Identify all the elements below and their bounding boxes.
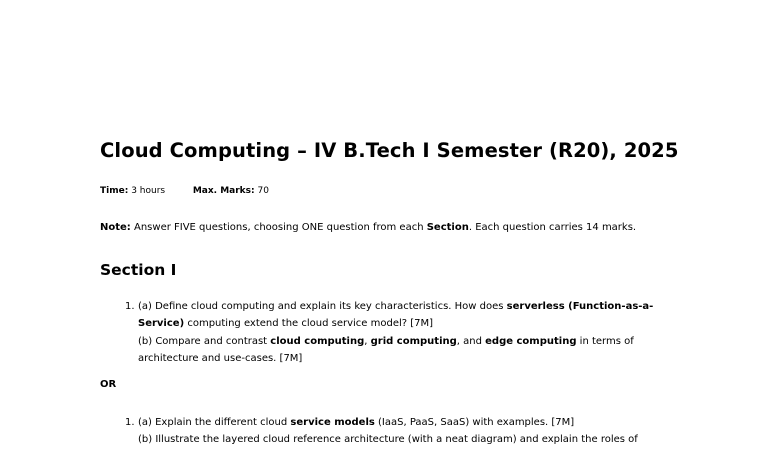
part-b-text-end: in terms of architecture and use-cases. [7M] — [138, 335, 634, 364]
part-b-keyword-3: edge computing — [485, 335, 577, 347]
instructions-note — [100, 222, 636, 233]
question-item — [125, 298, 683, 367]
time-label: Time: — [100, 186, 129, 196]
question-number: 1. — [125, 417, 135, 428]
section-heading: Section I — [100, 261, 177, 279]
question-body — [125, 414, 683, 446]
question-part-b — [138, 333, 683, 368]
or-separator: OR — [100, 379, 117, 390]
question-part-b-clipped — [138, 431, 683, 446]
part-b-text: (b) Compare and contrast — [138, 335, 268, 347]
part-b-keyword-1: cloud computing — [270, 335, 365, 347]
part-b-sep-2: , and — [456, 335, 482, 347]
time-value: 3 hours — [131, 186, 166, 196]
note-label: Note: — [100, 222, 131, 233]
question-part-a — [138, 301, 653, 329]
note-text: Answer FIVE questions, choosing ONE question from each — [134, 222, 424, 233]
exam-meta — [100, 186, 269, 196]
part-b-keyword-2: grid computing — [370, 335, 457, 347]
part-a-text-end: (IaaS, PaaS, SaaS) with examples. [7M] — [378, 417, 575, 428]
question-number: 1. — [125, 301, 135, 312]
part-a-keyword: service models — [290, 417, 375, 428]
part-a-keyword: serverless (Function-as-a-Service) — [138, 301, 654, 330]
part-a-text: (a) Explain the different cloud — [138, 417, 288, 428]
note-text-after: . Each question carries 14 marks. — [468, 222, 637, 233]
marks-value: 70 — [257, 186, 269, 196]
part-a-text-end: computing extend the cloud service model? [7M] — [187, 318, 434, 330]
note-section-word: Section — [426, 222, 469, 233]
question-item — [125, 414, 683, 446]
page-title: Cloud Computing – IV B.Tech I Semester (R20), 2025 — [100, 139, 679, 162]
part-b-text: (b) Illustrate the layered cloud reference architecture (with a neat diagram) and explain the roles of — [138, 434, 638, 446]
question-body — [125, 298, 683, 367]
part-a-text: (a) Define cloud computing and explain its key characteristics. How does — [138, 301, 504, 312]
marks-label: Max. Marks: — [192, 186, 255, 196]
part-b-sep-1: , — [364, 335, 368, 347]
question-part-a — [138, 417, 574, 428]
